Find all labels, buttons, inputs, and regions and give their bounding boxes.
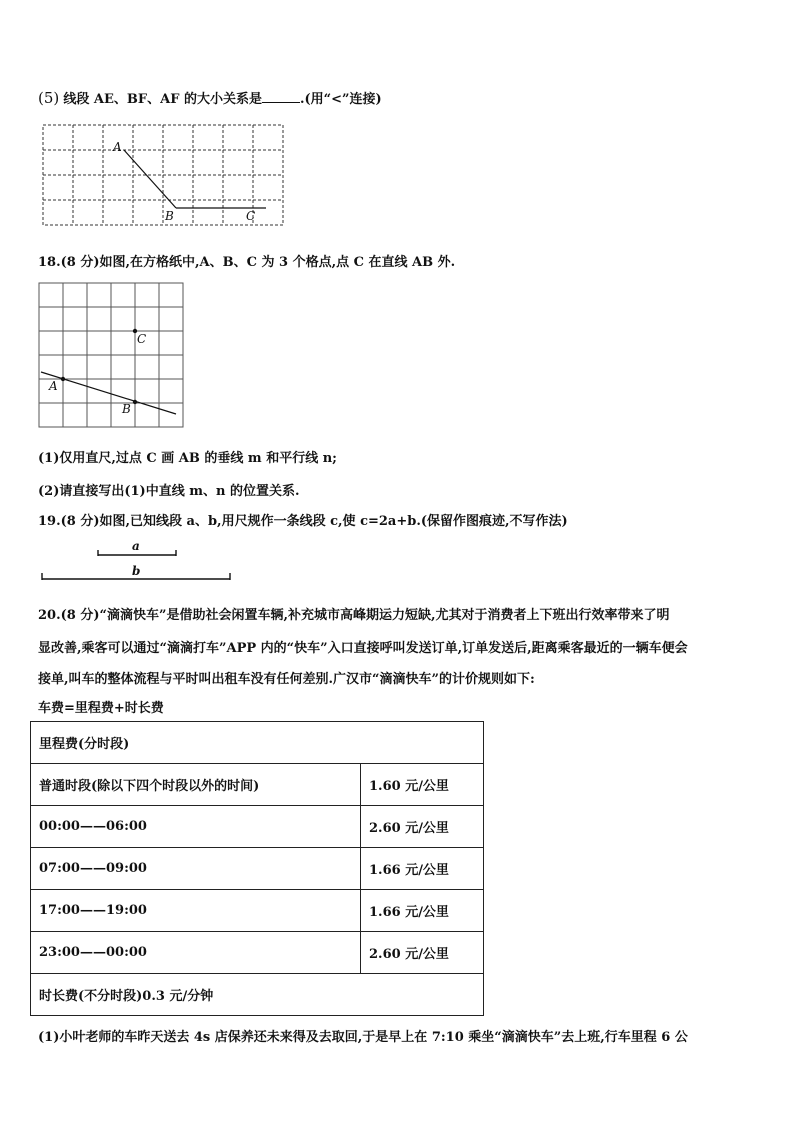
label-a: A bbox=[113, 140, 122, 154]
rate-cell: 1.66 元/公里 bbox=[361, 890, 484, 932]
period-cell: 23:00——00:00 bbox=[31, 932, 361, 974]
table-header-row bbox=[31, 722, 484, 764]
table-row bbox=[31, 848, 484, 890]
rate-cell: 2.60 元/公里 bbox=[361, 932, 484, 974]
table-footer: 时长费(不分时段)0.3 元/分钟 bbox=[31, 974, 484, 1016]
q20-formula: 车费=里程费+时长费 bbox=[38, 701, 164, 716]
rate-cell: 2.60 元/公里 bbox=[361, 806, 484, 848]
q20-line3: 接单,叫车的整体流程与平时叫出租车没有任何差别.广汉市“滴滴快车”的计价规则如下: bbox=[38, 672, 535, 687]
period-cell: 00:00——06:00 bbox=[31, 806, 361, 848]
label-a: A bbox=[49, 379, 58, 393]
table-header: 里程费(分时段) bbox=[31, 722, 484, 764]
q17-figure bbox=[38, 120, 288, 230]
table-row bbox=[31, 764, 484, 806]
label-c: C bbox=[137, 332, 147, 346]
q17-5-line bbox=[38, 88, 382, 107]
label-b: B bbox=[122, 402, 131, 416]
q18-figure bbox=[36, 280, 186, 430]
rate-cell: 1.60 元/公里 bbox=[361, 764, 484, 806]
q20-line2: 显改善,乘客可以通过“滴滴打车”APP 内的“快车”入口直接呼叫发送订单,订单发送后,距离乘客最近的一辆车便会 bbox=[38, 641, 688, 656]
table-footer-row bbox=[31, 974, 484, 1016]
q19-figure bbox=[38, 538, 248, 588]
q18-part1: (1)仅用直尺,过点 C 画 AB 的垂线 m 和平行线 n; bbox=[38, 451, 337, 466]
table-row bbox=[31, 932, 484, 974]
period-cell: 普通时段(除以下四个时段以外的时间) bbox=[31, 764, 361, 806]
segment-ab bbox=[124, 150, 176, 208]
q18-header: 18.(8 分)如图,在方格纸中,A、B、C 为 3 个格点,点 C 在直线 AB 外. bbox=[38, 255, 456, 270]
label-b: b bbox=[132, 564, 141, 578]
label-c: C bbox=[246, 209, 256, 223]
q20-line1: 20.(8 分)“滴滴快车”是借助社会闲置车辆,补充城市高峰期运力短缺,尤其对于消费者上下班出行效率带来了明 bbox=[38, 608, 670, 623]
table-row bbox=[31, 806, 484, 848]
q20-part1: (1)小叶老师的车昨天送去 4s 店保养还未来得及去取回,于是早上在 7:10 乘坐“滴滴快车”去上班,行车里程 6 公 bbox=[38, 1030, 688, 1045]
label-a: a bbox=[132, 539, 140, 553]
q17-5-number: (5) bbox=[38, 89, 60, 107]
point-a bbox=[61, 377, 65, 381]
rate-cell: 1.66 元/公里 bbox=[361, 848, 484, 890]
q19-header: 19.(8 分)如图,已知线段 a、b,用尺规作一条线段 c,使 c=2a+b.(保留作图痕迹,不写作法) bbox=[38, 514, 568, 529]
fare-table bbox=[30, 721, 484, 1016]
q17-5-suffix: .(用“<”连接) bbox=[299, 92, 382, 107]
period-cell: 17:00——19:00 bbox=[31, 890, 361, 932]
answer-blank bbox=[262, 90, 300, 103]
q17-5-text: 线段 AE、BF、AF 的大小关系是 bbox=[63, 92, 262, 107]
label-b: B bbox=[165, 209, 174, 223]
square-grid bbox=[39, 283, 183, 427]
table-row bbox=[31, 890, 484, 932]
point-b bbox=[133, 400, 137, 404]
period-cell: 07:00——09:00 bbox=[31, 848, 361, 890]
q18-part2: (2)请直接写出(1)中直线 m、n 的位置关系. bbox=[38, 484, 300, 499]
